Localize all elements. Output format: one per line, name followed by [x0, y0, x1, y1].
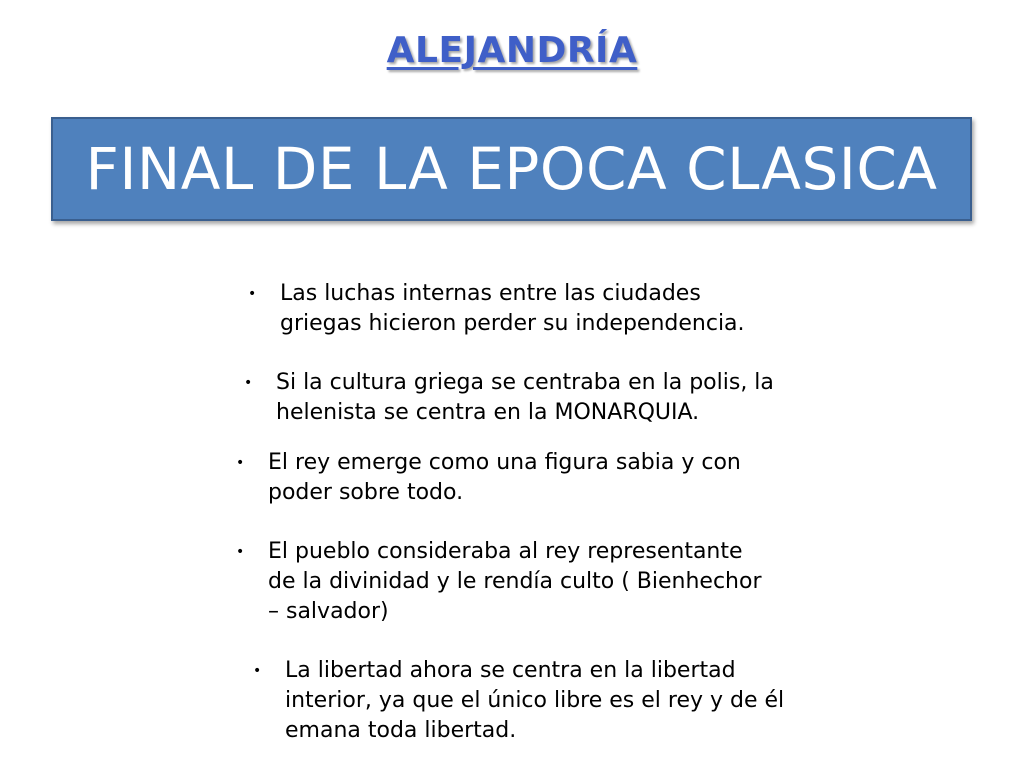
- slide-title: ALEJANDRÍA: [386, 30, 638, 71]
- bullet-text: Si la cultura griega se centraba en la polis, la helenista se centra en la MONARQUIA.: [276, 370, 774, 425]
- bullet-item: [253, 656, 893, 746]
- bullet-marker: •: [236, 544, 245, 560]
- bullet-text: La libertad ahora se centra en la libertad interior, ya que el único libre es el rey y de él emana toda libertad.: [285, 658, 785, 743]
- banner-text: FINAL DE LA EPOCA CLASICA: [85, 135, 938, 203]
- bullet-text: El pueblo consideraba al rey representante de la divinidad y le rendía culto ( Bienhechor – salvador): [268, 539, 762, 624]
- bullet-item: [248, 279, 848, 339]
- bullet-marker: •: [248, 286, 257, 302]
- bullet-item: [244, 368, 884, 428]
- bullet-item: [236, 448, 856, 508]
- bullet-text: El rey emerge como una figura sabia y con poder sobre todo.: [268, 450, 741, 505]
- bullet-marker: •: [236, 455, 245, 471]
- bullet-item: [236, 537, 876, 627]
- bullet-marker: •: [244, 375, 253, 391]
- bullet-text: Las luchas internas entre las ciudades griegas hicieron perder su independencia.: [280, 281, 745, 336]
- bullet-marker: •: [253, 663, 262, 679]
- title-banner: [51, 117, 972, 221]
